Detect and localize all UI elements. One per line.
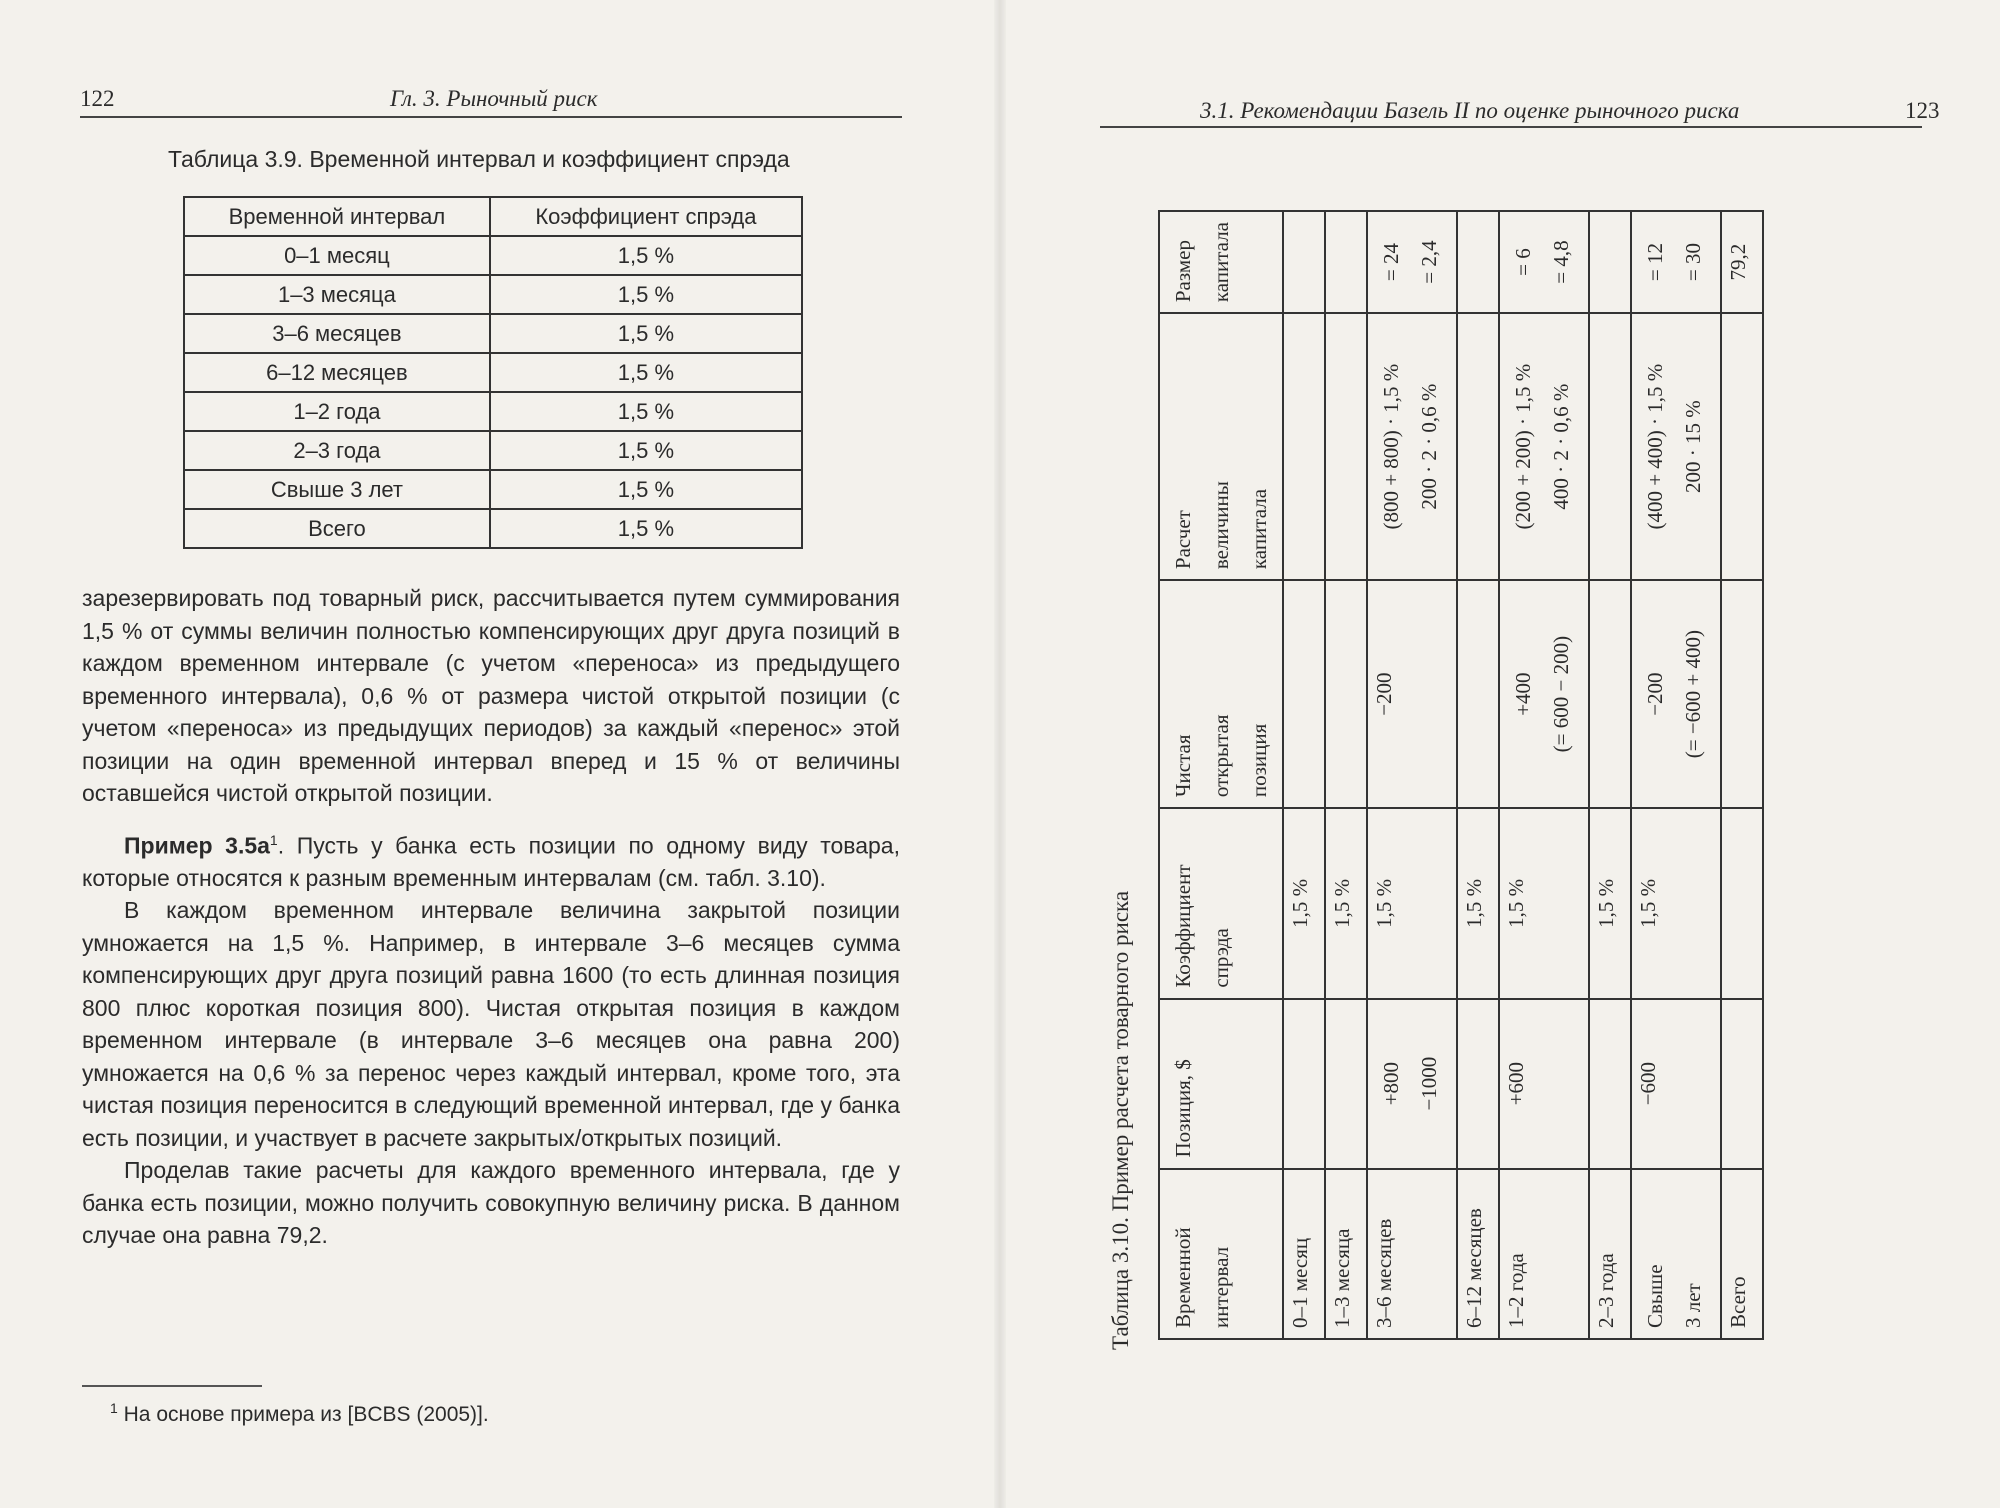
table-cell: 6–12 месяцев — [184, 353, 490, 392]
table-cell: Всего — [184, 509, 490, 548]
table-cell: 0–1 месяц — [184, 236, 490, 275]
example-paragraph — [82, 824, 900, 895]
table-cell: 3–6 месяцев — [184, 314, 490, 353]
table-cell — [1367, 211, 1457, 313]
table-row — [184, 353, 802, 392]
cell-line: = 6 — [1511, 248, 1535, 276]
table-row — [184, 314, 802, 353]
table-cell — [1631, 211, 1721, 313]
header-line: Размер — [1171, 240, 1195, 303]
table-row — [184, 236, 802, 275]
footnote-mark: 1 — [110, 1400, 118, 1416]
header-size — [1159, 211, 1283, 313]
cell-line: = 30 — [1681, 243, 1705, 282]
table-row — [1631, 211, 1721, 1339]
table-cell — [1283, 999, 1325, 1169]
table-cell — [1589, 313, 1631, 580]
table-cell: 1–3 месяца — [184, 275, 490, 314]
table-3-9 — [183, 196, 803, 549]
table-cell: 1,5 % — [1457, 808, 1499, 999]
table-header-row — [184, 197, 802, 236]
table-row — [1499, 211, 1589, 1339]
cell-line: +800 — [1379, 1061, 1403, 1106]
cell-line: Свыше — [1643, 1264, 1667, 1328]
table-cell: 2–3 года — [1589, 1169, 1631, 1339]
header-line: Позиция, $ — [1171, 1059, 1195, 1158]
cell-line: −200 — [1643, 672, 1667, 716]
footnote-text: На основе примера из [BCBS (2005)]. — [123, 1403, 489, 1426]
cell-line: 200 · 2 · 0,6 % — [1417, 383, 1441, 510]
header-calc — [1159, 313, 1283, 580]
header-line: капитала — [1209, 222, 1233, 303]
header-line: Расчет — [1171, 510, 1195, 570]
table-header-row — [1159, 211, 1283, 1339]
table-cell: +600 — [1499, 999, 1589, 1169]
header-line: спрэда — [1209, 928, 1233, 988]
table-cell — [1367, 313, 1457, 580]
table-3-9-caption: Таблица 3.9. Временной интервал и коэффициент спрэда — [168, 146, 790, 172]
cell-line: (= 600 − 200) — [1549, 635, 1573, 753]
header-line: Временной — [1171, 1227, 1195, 1328]
cell-line: (400 + 400) · 1,5 % — [1643, 363, 1667, 530]
cell-line: 3 лет — [1681, 1283, 1705, 1328]
table-cell: 1,5 % — [1325, 808, 1367, 999]
header-line: величины — [1209, 481, 1233, 570]
table-cell: −600 — [1631, 999, 1721, 1169]
table-row — [184, 275, 802, 314]
table-cell — [1589, 211, 1631, 313]
header-coef — [1159, 808, 1283, 999]
example-label: Пример 3.5а — [124, 832, 270, 859]
table-cell — [1721, 580, 1763, 808]
table-cell — [1631, 580, 1721, 808]
table-cell — [1721, 808, 1763, 999]
table-cell: −200 — [1367, 580, 1457, 808]
table-header-cell: Коэффициент спрэда — [490, 197, 802, 236]
cell-line: (= −600 + 400) — [1681, 629, 1705, 759]
table-cell: 1,5 % — [490, 431, 802, 470]
table-cell: 1,5 % — [1283, 808, 1325, 999]
footnote — [110, 1400, 489, 1427]
table-cell — [1283, 580, 1325, 808]
body-text — [82, 582, 900, 1252]
table-cell — [1631, 313, 1721, 580]
header-position — [1159, 999, 1283, 1169]
table-row — [184, 470, 802, 509]
table-cell — [1457, 211, 1499, 313]
table-row — [1721, 211, 1763, 1339]
cell-line: 400 · 2 · 0,6 % — [1549, 383, 1573, 510]
left-page-number: 122 — [80, 86, 115, 111]
cell-line: +400 — [1511, 672, 1535, 716]
table-cell: 1,5 % — [490, 392, 802, 431]
table-cell — [1499, 313, 1589, 580]
footnote-ref: 1 — [269, 831, 278, 848]
table-cell — [1325, 313, 1367, 580]
right-running-title: 3.1. Рекомендации Базель II по оценке рыночного риска — [1200, 98, 1740, 123]
table-cell — [1721, 313, 1763, 580]
table-row — [184, 392, 802, 431]
table-row — [1283, 211, 1325, 1339]
table-cell — [1457, 999, 1499, 1169]
table-row — [1457, 211, 1499, 1339]
table-cell: 79,2 — [1721, 211, 1763, 313]
table-cell: Свыше 3 лет — [184, 470, 490, 509]
table-cell: 1,5 % — [490, 314, 802, 353]
table-cell — [1283, 313, 1325, 580]
right-page-number: 123 — [1905, 98, 1940, 123]
cell-line: = 24 — [1379, 243, 1403, 282]
table-cell: 1,5 % — [490, 236, 802, 275]
table-cell: 1–3 месяца — [1325, 1169, 1367, 1339]
table-cell: 1,5 % — [1631, 808, 1721, 999]
left-running-title: Гл. 3. Рыночный риск — [390, 86, 598, 111]
table-3-10 — [1158, 210, 1764, 1340]
table-row — [184, 431, 802, 470]
paragraph: Проделав такие расчеты для каждого временного интервала, где у банка есть позиции, можно получить совокупную величину риска. В данном случае она равна 79,2. — [82, 1157, 900, 1249]
table-cell: Всего — [1721, 1169, 1763, 1339]
header-interval — [1159, 1169, 1283, 1339]
table-cell — [1721, 999, 1763, 1169]
header-line: открытая — [1209, 714, 1233, 798]
table-cell — [1589, 580, 1631, 808]
table-cell: 0–1 месяц — [1283, 1169, 1325, 1339]
example-text: . Пусть у банка есть позиции по одному виду товара, которые относятся к разным временным интервалам (см. табл. 3.10). — [82, 832, 900, 891]
table-cell: 1,5 % — [490, 275, 802, 314]
table-cell — [1499, 580, 1589, 808]
table-cell: 1,5 % — [1589, 808, 1631, 999]
table-row — [1367, 211, 1457, 1339]
table-cell: 1,5 % — [1499, 808, 1589, 999]
cell-line: = 4,8 — [1549, 240, 1573, 284]
table-header-cell: Временной интервал — [184, 197, 490, 236]
table-cell: 2–3 года — [184, 431, 490, 470]
cell-line: (800 + 800) · 1,5 % — [1379, 363, 1403, 530]
header-line: капитала — [1247, 488, 1271, 570]
table-row — [184, 509, 802, 548]
table-cell — [1367, 999, 1457, 1169]
table-cell: 1,5 % — [490, 509, 802, 548]
table-cell — [1325, 999, 1367, 1169]
cell-line: 200 · 15 % — [1681, 400, 1705, 494]
paragraph: зарезервировать под товарный риск, рассчитывается путем суммирования 1,5 % от суммы величин полностью компенсирующих друг друга позиций в каждом временном интервале (с учетом «переноса» из предыдущего временного интервала), 0,6 % от размера чистой открытой позиции (с учетом «переноса» из предыдущих периодов) за каждый «перенос» этой позиции на один временной интервал вперед и 15 % от величины оставшейся чистой открытой позиции. — [82, 585, 900, 806]
table-cell: 1,5 % — [490, 470, 802, 509]
paragraph: В каждом временном интервале величина закрытой позиции умножается на 1,5 %. Например, в интервале 3–6 месяцев сумма компенсирующих друг друга позиций равна 1600 (то есть длинная позиция 800 плюс короткая позиция 800). Чистая открытая позиция в каждом временном интервале (в интервале 3–6 месяцев она равна 200) умножается на 0,6 % за перенос через каждый интервал, кроме того, эта чистая позиция переносится в следующий временной интервал, где у банка есть позиции, и участвует в расчете закрытых/открытых позиций. — [82, 897, 900, 1151]
table-cell: 1–2 года — [184, 392, 490, 431]
table-cell — [1457, 580, 1499, 808]
table-cell — [1631, 1169, 1721, 1339]
header-line: позиция — [1247, 723, 1271, 798]
header-net — [1159, 580, 1283, 808]
table-row — [1589, 211, 1631, 1339]
table-cell: 3–6 месяцев — [1367, 1169, 1457, 1339]
table-cell — [1457, 313, 1499, 580]
cell-line: −1000 — [1417, 1056, 1441, 1111]
table-cell — [1589, 999, 1631, 1169]
table-cell: 6–12 месяцев — [1457, 1169, 1499, 1339]
table-cell: 1,5 % — [490, 353, 802, 392]
header-line: Чистая — [1171, 734, 1195, 798]
left-header-rule — [80, 116, 902, 118]
cell-line: (200 + 200) · 1,5 % — [1511, 363, 1535, 530]
table-cell: 1,5 % — [1367, 808, 1457, 999]
table-cell — [1325, 580, 1367, 808]
footnote-rule — [82, 1385, 262, 1387]
table-cell — [1325, 211, 1367, 313]
cell-line: = 12 — [1643, 243, 1667, 282]
header-line: интервал — [1209, 1246, 1233, 1328]
table-3-10-caption: Таблица 3.10. Пример расчета товарного риска — [1108, 890, 1133, 1350]
table-cell — [1499, 211, 1589, 313]
header-line: Коэффициент — [1171, 864, 1195, 988]
table-3-10-rotated — [1108, 210, 1750, 1350]
table-cell — [1283, 211, 1325, 313]
table-cell: 1–2 года — [1499, 1169, 1589, 1339]
cell-line: = 2,4 — [1417, 240, 1441, 284]
right-header-rule — [1100, 126, 1922, 128]
table-row — [1325, 211, 1367, 1339]
